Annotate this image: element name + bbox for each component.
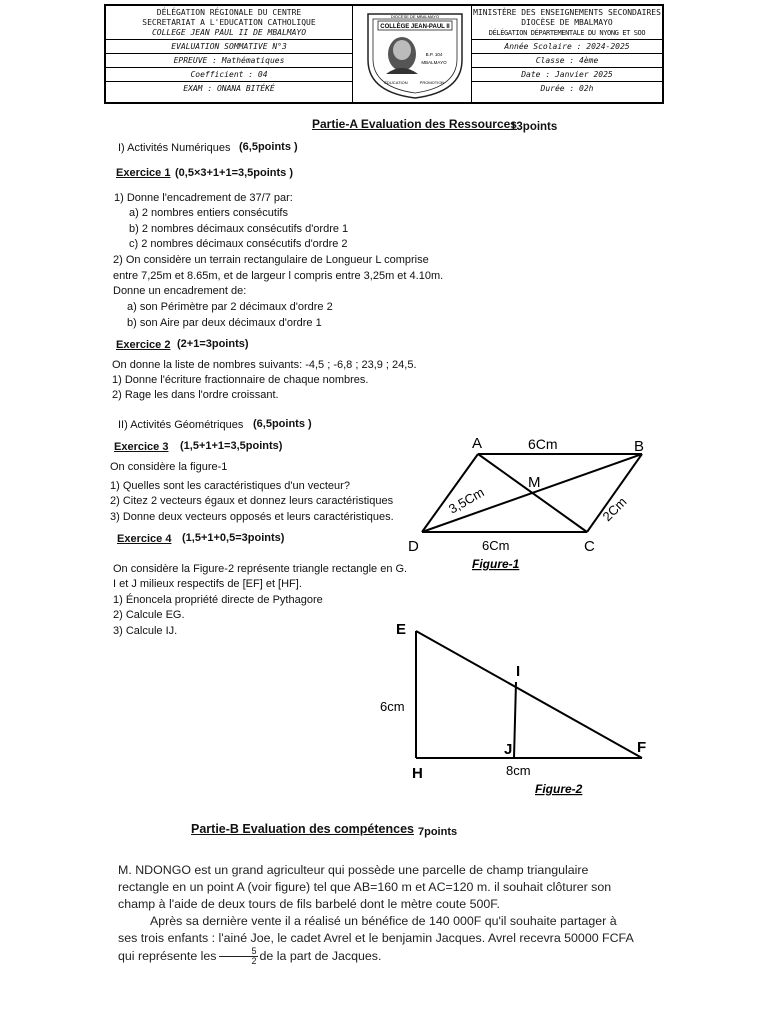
- point-h-label: H: [412, 765, 423, 782]
- length-cd-label: 6Cm: [482, 538, 510, 553]
- ex4-line: I et J milieux respectifs de [EF] et [HF].: [113, 578, 302, 590]
- numeric-points: (6,5points ): [239, 141, 298, 153]
- logo-text: MBALMAYO: [421, 60, 447, 65]
- fraction-denominator: 2: [251, 956, 257, 966]
- point-j-label: J: [504, 741, 513, 758]
- header-left-block: [106, 6, 353, 102]
- ex2-title: Exercice 2: [116, 339, 171, 351]
- ex2-line: On donne la liste de nombres suivants: -4,5 ; -6,8 ; 23,9 ; 24,5.: [112, 359, 417, 371]
- exam-header: [104, 4, 664, 104]
- header-right-line: DIOCÈSE DE MBALMAYO: [521, 18, 613, 27]
- ex4-line: 3) Calcule IJ.: [113, 625, 178, 637]
- logo-text: ÉDUCATION: [384, 80, 408, 85]
- ex4-line: 1) Énoncela propriété directe de Pythagore: [113, 594, 323, 606]
- point-b-label: B: [634, 438, 645, 455]
- partB-paragraph-2-end: de la part de Jacques.: [259, 948, 382, 963]
- ex1-line: b) son Aire par deux décimaux d'ordre 1: [127, 317, 322, 329]
- geometric-points: (6,5points ): [253, 418, 312, 430]
- partB-paragraph-1: M. NDONGO est un grand agriculteur qui possède une parcelle de champ triangulaire rectangle en un point A (voir figure) tel que AB=160 m et AC=120 m. il souhait clôturer son champ à l'aide de deux tours de fils barbelé dont le mètre coute 500F.: [118, 863, 612, 911]
- header-right-row: Classe : 4ème: [472, 53, 662, 67]
- point-d-label: D: [408, 538, 419, 555]
- figure-2: [370, 615, 660, 800]
- ex2-points: (2+1=3points): [177, 338, 249, 350]
- ex1-line: a) 2 nombres entiers consécutifs: [129, 207, 288, 219]
- point-m-label: M: [528, 474, 541, 491]
- header-left-row: EPREUVE : Mathématiques: [106, 53, 352, 67]
- segment-bc: [587, 454, 642, 532]
- segment-ef: [416, 631, 642, 758]
- header-left-row: Coefficient : 04: [106, 67, 352, 81]
- numeric-heading: I) Activités Numériques: [118, 142, 231, 154]
- logo-text: DIOCÈSE DE MBALMAYO: [390, 14, 440, 19]
- header-left-row: EVALUATION SOMMATIVE N°3: [106, 39, 352, 53]
- length-eh-label: 6cm: [380, 699, 405, 714]
- fraction-numerator: 5: [219, 947, 258, 957]
- partA-points: 13points: [510, 121, 558, 133]
- header-left-line: SECRETARIAT A L'EDUCATION CATHOLIQUE: [142, 18, 316, 27]
- ex3-line: 2) Citez 2 vecteurs égaux et donnez leurs caractéristiques: [110, 495, 394, 507]
- ex3-title: Exercice 3: [114, 441, 169, 453]
- logo-text: PROMOTION: [419, 80, 445, 85]
- ex2-line: 1) Donne l'écriture fractionnaire de chaque nombres.: [112, 374, 369, 386]
- header-right-row: Année Scolaire : 2024-2025: [472, 39, 662, 53]
- ex3-line: 3) Donne deux vecteurs opposés et leurs caractéristiques.: [110, 511, 394, 523]
- figure-1-caption: Figure-1: [472, 557, 520, 571]
- ex2-line: 2) Rage les dans l'ordre croissant.: [112, 389, 279, 401]
- point-a-label: A: [472, 435, 483, 452]
- figure-2-caption: Figure-2: [535, 782, 583, 796]
- ex1-line: 1) Donne l'encadrement de 37/7 par:: [114, 192, 293, 204]
- header-right-line: DÉLÉGATION DÉPARTEMENTALE DU NYONG ET SOO: [488, 29, 646, 37]
- partB-points: 7points: [418, 826, 458, 838]
- header-right-block: [471, 6, 662, 102]
- length-bc-label: 2Cm: [599, 494, 630, 525]
- ex1-line: 2) On considère un terrain rectangulaire de Longueur L comprise: [113, 254, 429, 266]
- point-f-label: F: [637, 739, 647, 756]
- segment-ij: [514, 682, 516, 758]
- ex1-line: b) 2 nombres décimaux consécutifs d'ordre 1: [129, 223, 349, 235]
- ex1-line: a) son Périmètre par 2 décimaux d'ordre 2: [127, 301, 333, 313]
- ex3-line: 1) Quelles sont les caractéristiques d'un vecteur?: [110, 480, 350, 492]
- figure-1: [400, 430, 670, 580]
- point-e-label: E: [396, 621, 407, 638]
- header-right-line: MINISTÈRE DES ENSEIGNEMENTS SECONDAIRES: [473, 8, 661, 17]
- header-left-line: COLLEGE JEAN PAUL II DE MBALMAYO: [151, 28, 307, 37]
- point-c-label: C: [584, 538, 595, 555]
- ex1-line: c) 2 nombres décimaux consécutifs d'ordre 2: [129, 238, 348, 250]
- logo-text: COLLÈGE JEAN-PAUL II: [380, 24, 450, 30]
- partB-problem: [118, 862, 638, 966]
- header-left-line: DÉLÉGATION RÉGIONALE DU CENTRE: [156, 8, 302, 17]
- geometric-heading: II) Activités Géométriques: [118, 419, 244, 431]
- partB-paragraph-2-start: Après sa dernière vente il a réalisé un bénéfice de 140 000F qu'il souhaite partager à ses trois enfants : l'ainé Joe, le cadet Avrel et le benjamin Jacques. Avrel recevra 50000 FCFA qui représente les: [118, 914, 634, 963]
- length-ab-label: 6Cm: [528, 436, 558, 452]
- partB-paragraph-2: [118, 913, 638, 966]
- length-hf-label: 8cm: [506, 763, 531, 778]
- ex4-title: Exercice 4: [117, 533, 172, 545]
- length-ad-label: 3,5Cm: [446, 484, 487, 517]
- point-i-label: I: [516, 663, 521, 680]
- ex4-line: 2) Calcule EG.: [113, 609, 185, 621]
- school-logo: [356, 8, 474, 100]
- logo-text: B.P. 104: [425, 52, 443, 57]
- header-right-row: Durée : 02h: [472, 81, 662, 95]
- ex1-line: Donne un encadrement de:: [113, 285, 247, 297]
- ex4-line: On considère la Figure-2 représente triangle rectangle en G.: [113, 563, 408, 575]
- ex4-points: (1,5+1+0,5=3points): [182, 532, 285, 544]
- partB-title: Partie-B Evaluation des compétences: [191, 822, 414, 836]
- ex3-line: On considère la figure-1: [110, 461, 228, 473]
- header-left-row: EXAM : ONANA BITÉKÉ: [106, 81, 352, 95]
- fraction: [219, 947, 258, 966]
- header-right-row: Date : Janvier 2025: [472, 67, 662, 81]
- ex3-points: (1,5+1+1=3,5points): [180, 440, 283, 452]
- ex1-points: (0,5×3+1+1=3,5points ): [175, 167, 294, 179]
- ex1-title: Exercice 1: [116, 167, 171, 179]
- ex1-line: entre 7,25m et 8.65m, et de largeur l compris entre 3,25m et 4.10m.: [113, 270, 444, 282]
- partA-title: Partie-A Evaluation des Ressources: [312, 117, 517, 131]
